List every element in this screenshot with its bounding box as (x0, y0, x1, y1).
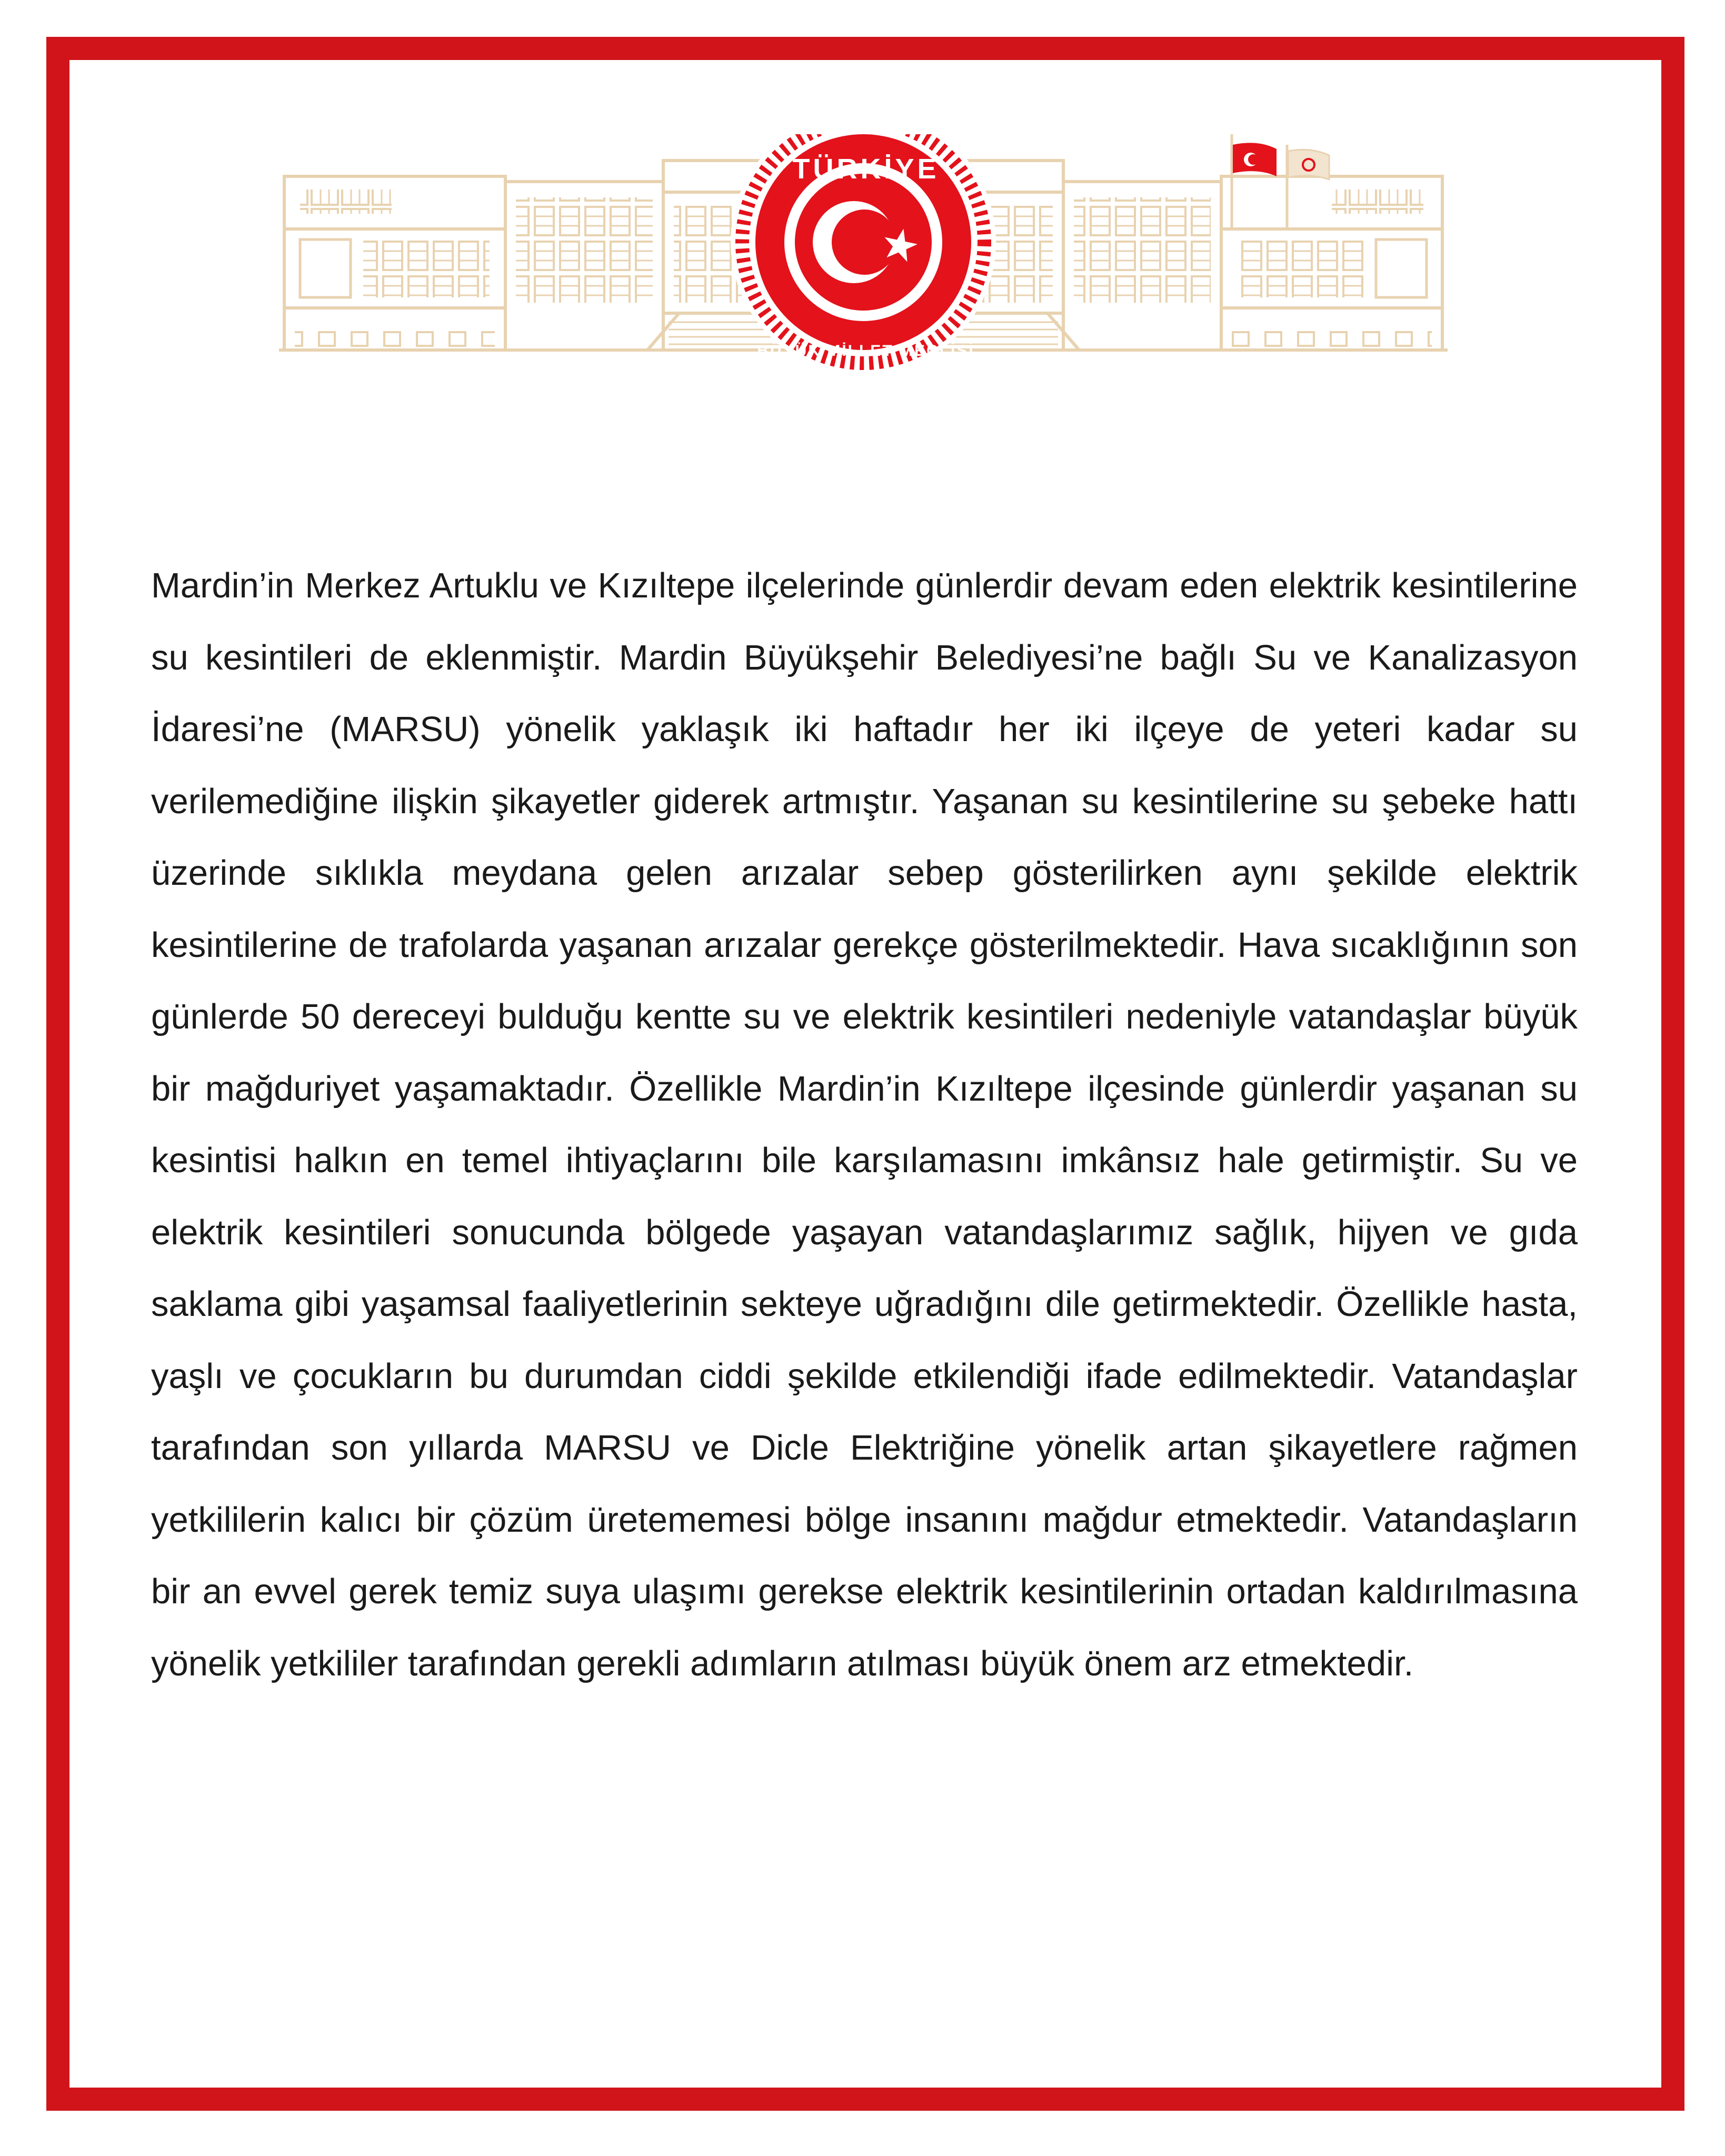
flags (1232, 134, 1329, 229)
seal-text-top: TÜRKİYE (792, 153, 940, 185)
statement-body: Mardin’in Merkez Artuklu ve Kızıltepe ilçelerinde günlerdir devam eden elektrik kesintilerine su kesintileri de eklenmiştir. Mardin Büyükşehir Belediyesi’ne bağlı Su ve Kanalizasyon İdaresi’ne (MARSU) yönelik yaklaşık iki haftadır her iki ilçeye de yeteri kadar su verilemediğine ilişkin şikayetler giderek artmıştır. Yaşanan su kesintilerine su şebeke hattı üzerinde sıklıkla meydana gelen arızalar sebep gösterilirken aynı şekilde elektrik kesintilerine de trafolarda yaşanan arızalar gerekçe gösterilmektedir. Hava sıcaklığının son günlerde 50 dereceyi bulduğu kentte su ve elektrik kesintileri nedeniyle vatandaşlar büyük bir mağduriyet yaşamaktadır. Özellikle Mardin’in Kızıltepe ilçesinde günlerdir yaşanan su kesintisi halkın en temel ihtiyaçlarını bile karşılamasını imkânsız hale getirmiştir. Su ve elektrik kesintileri sonucunda bölgede yaşayan vatandaşlarımız sağlık, hijyen ve gıda saklama gibi yaşamsal faaliyetlerinin sekteye uğradığını dile getirmektedir. Özellikle hasta, yaşlı ve çocukların bu durumdan ciddi şekilde etkilendiği ifade edilmektedir. Vatandaşlar tarafından son yıllarda MARSU ve Dicle Elektriğine yönelik artan şikayetlere rağmen yetkililerin kalıcı bir çözüm üretememesi bölge insanını mağdur etmektedir. Vatandaşların bir an evvel gerek temiz suya ulaşımı gerekse elektrik kesintilerinin ortadan kaldırılmasına yönelik yetkililer tarafından gerekli adımların atılması büyük önem arz etmektedir. (151, 566, 1578, 1683)
seal-text-bottom: BÜYÜK MİLLET MECLİSİ (757, 342, 975, 360)
